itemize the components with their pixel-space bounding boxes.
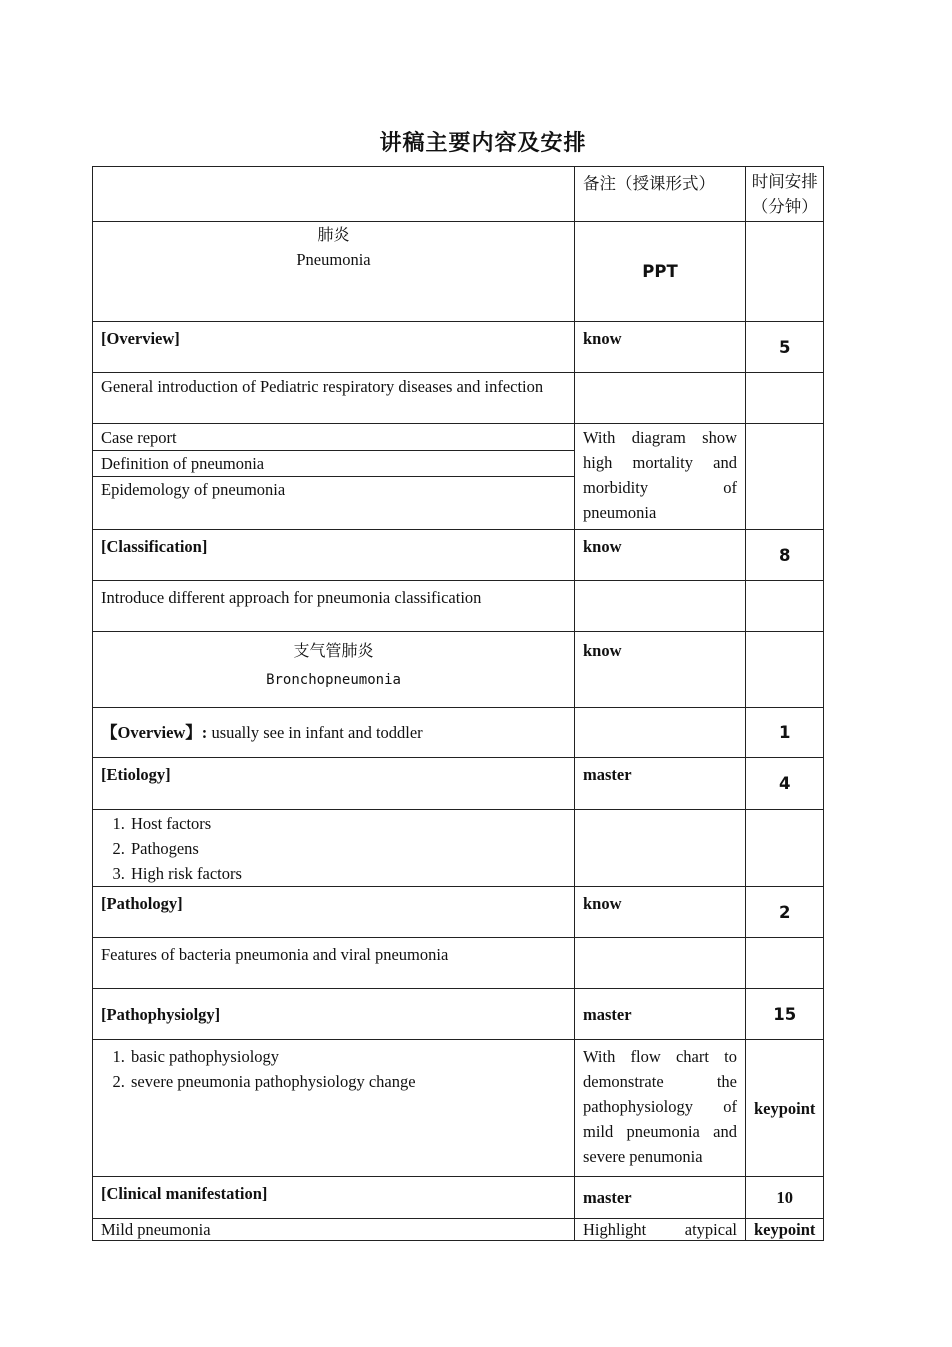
pathophysiology-time: 15	[746, 989, 824, 1040]
header-notes-cell: 备注（授课形式）	[575, 167, 746, 222]
topic-english: Pneumonia	[296, 250, 371, 269]
etiology-list-cell	[93, 810, 575, 887]
list-item: 2. severe pneumonia pathophysiology change	[129, 1069, 566, 1094]
classification-time: 8	[746, 530, 824, 581]
clinical-notes: master	[575, 1177, 746, 1219]
table-row	[93, 1040, 824, 1177]
general-intro-notes	[575, 373, 746, 424]
etiology-list-time	[746, 810, 824, 887]
etiology-time: 4	[746, 758, 824, 810]
topic-chinese: 肺炎	[317, 225, 350, 244]
pathology-text-time	[746, 938, 824, 989]
pathology-text: Features of bacteria pneumonia and viral pneumonia	[93, 938, 575, 989]
broncho-english: Bronchopneumonia	[266, 672, 401, 688]
list-item: 2. Pathogens	[129, 836, 566, 861]
table-row	[93, 1219, 824, 1241]
etiology-label: [Etiology]	[93, 758, 575, 810]
pathology-text-notes	[575, 938, 746, 989]
table-row	[93, 1177, 824, 1219]
header-content-cell	[93, 167, 575, 222]
table-row	[93, 581, 824, 632]
case-block-time	[746, 424, 824, 530]
general-intro-text: General introduction of Pediatric respiratory diseases and infection	[93, 373, 575, 424]
table-row	[93, 424, 824, 530]
pathophysiology-list-notes: With flow chart to demonstrate the pathophysiology of mild pneumonia and severe penumonia	[575, 1040, 746, 1177]
pathology-label: [Pathology]	[93, 887, 575, 938]
table-row	[93, 632, 824, 708]
pathophysiology-list-cell	[93, 1040, 575, 1177]
table-row	[93, 322, 824, 373]
list-item: 1. basic pathophysiology	[129, 1044, 566, 1069]
broncho-overview-notes	[575, 708, 746, 758]
pathophysiology-list	[101, 1044, 566, 1094]
header-time-cell: 时间安排（分钟）	[746, 167, 824, 222]
topic-cell	[93, 222, 575, 322]
table-header-row	[93, 167, 824, 222]
broncho-overview-time: 1	[746, 708, 824, 758]
etiology-list	[101, 811, 566, 886]
clinical-label: [Clinical manifestation]	[93, 1177, 575, 1219]
broncho-overview-label: 【Overview】:	[101, 723, 208, 742]
overview-label: [Overview]	[93, 322, 575, 373]
table-row	[93, 708, 824, 758]
list-item: Case report	[93, 425, 574, 451]
list-item: 1. Host factors	[129, 811, 566, 836]
pathophysiology-label: [Pathophysiolgy]	[93, 989, 575, 1040]
table-row	[93, 989, 824, 1040]
table-row	[93, 373, 824, 424]
lecture-schedule-table	[92, 166, 824, 1241]
table-row	[93, 222, 824, 322]
table-row	[93, 938, 824, 989]
classification-intro-time	[746, 581, 824, 632]
pathology-notes: know	[575, 887, 746, 938]
document-title: 讲稿主要内容及安排	[379, 131, 587, 156]
mild-notes: Highlight atypical	[575, 1219, 746, 1241]
topic-time	[746, 222, 824, 322]
overview-time: 5	[746, 322, 824, 373]
table-row	[93, 810, 824, 887]
classification-intro-text: Introduce different approach for pneumonia classification	[93, 581, 575, 632]
case-block-notes: With diagram show high mortality and morbidity of pneumonia	[575, 424, 746, 530]
mild-time: keypoint	[746, 1219, 824, 1241]
broncho-overview-cell	[93, 708, 575, 758]
broncho-cell	[93, 632, 575, 708]
etiology-notes: master	[575, 758, 746, 810]
broncho-overview-text: usually see in infant and toddler	[207, 723, 423, 742]
broncho-notes: know	[575, 632, 746, 708]
pathophysiology-notes: master	[575, 989, 746, 1040]
table-row	[93, 758, 824, 810]
list-item: Epidemology of pneumonia	[101, 480, 286, 499]
table-row	[93, 887, 824, 938]
general-intro-time	[746, 373, 824, 424]
classification-label: [Classification]	[93, 530, 575, 581]
list-item: 3. High risk factors	[129, 861, 566, 886]
clinical-time: 10	[746, 1177, 824, 1219]
list-item: Definition of pneumonia	[93, 451, 574, 477]
overview-notes: know	[575, 322, 746, 373]
broncho-chinese: 支气管肺炎	[293, 641, 374, 660]
classification-notes: know	[575, 530, 746, 581]
etiology-list-notes	[575, 810, 746, 887]
pathophysiology-list-time: keypoint	[746, 1040, 824, 1177]
classification-intro-notes	[575, 581, 746, 632]
pathology-time: 2	[746, 887, 824, 938]
table-row	[93, 530, 824, 581]
mild-text: Mild pneumonia	[93, 1219, 575, 1241]
broncho-time	[746, 632, 824, 708]
topic-notes: PPT	[575, 222, 746, 322]
case-block-cell	[93, 424, 575, 530]
